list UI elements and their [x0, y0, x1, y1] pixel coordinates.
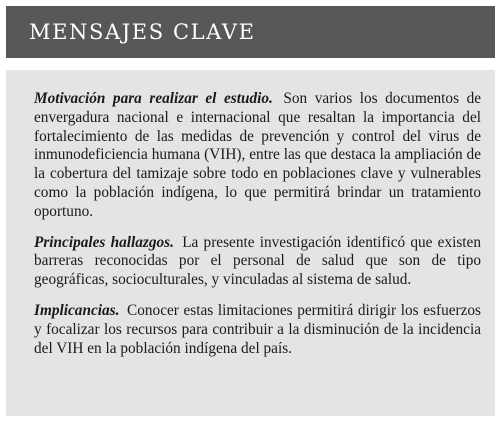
section-body-findings: La presente investigación identificó que existen barreras reconocidas por el personal de salud que son de tipo geográficas, socioculturales, y vinculadas al sistema de salud.: [34, 233, 481, 289]
section-implications: [34, 302, 481, 358]
section-findings: [34, 234, 481, 290]
key-messages-content: [6, 70, 495, 416]
section-body-implications: Conocer estas limitaciones permitirá dirigir los esfuerzos y focalizar los recursos para contribuir a la disminución de la incidencia del VIH en la población indígena del país.: [34, 301, 481, 357]
section-motivation: [34, 90, 481, 222]
section-body-motivation: Son varios los documentos de envergadura nacional e internacional que resaltan la importancia del fortalecimiento de las medidas de prevención y control del virus de inmunodeficiencia humana (VIH), entre las que destaca la ampliación de la cobertura del tamizaje sobre todo en poblaciones clave y vulnerables como la población indígena, lo que permitirá brindar un tratamiento oportuno.: [34, 90, 482, 220]
section-heading-implications: Implicancias.: [34, 301, 120, 319]
header-gap: [6, 58, 495, 70]
header-title: MENSAJES CLAVE: [29, 20, 256, 44]
key-messages-box: [6, 6, 495, 416]
section-heading-motivation: Motivación para realizar el estudio.: [34, 90, 273, 107]
section-heading-findings: Principales hallazgos.: [34, 233, 174, 251]
key-messages-header: [6, 6, 495, 58]
